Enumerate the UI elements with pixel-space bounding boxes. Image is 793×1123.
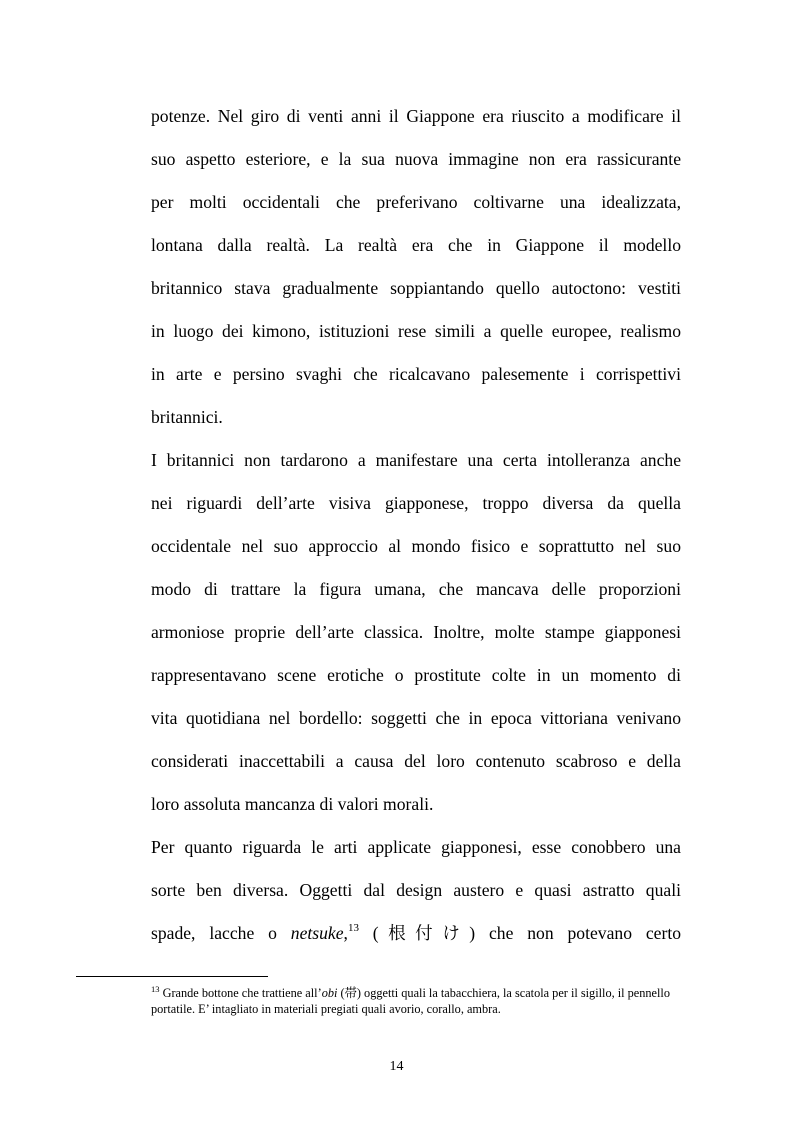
body-line-12: modo di trattare la figura umana, che mancava delle proporzioni	[151, 579, 681, 599]
body-line-9: I britannici non tardarono a manifestare una certa intolleranza anche	[151, 450, 681, 470]
body-line-17: loro assoluta mancanza di valori morali.	[151, 794, 434, 814]
netsuke-comma: ,	[343, 923, 348, 943]
body-line-3: per molti occidentali che preferivano coltivarne una idealizzata,	[151, 192, 681, 212]
footnote-number: 13	[151, 984, 160, 994]
page-number: 14	[389, 1059, 404, 1074]
footnote-text-before: Grande bottone che trattiene all’	[159, 986, 322, 1000]
last-word-4: che	[488, 923, 514, 943]
last-word-1: spade,	[151, 923, 196, 943]
last-word-6: potevano	[567, 923, 632, 943]
body-line-7: in arte e persino svaghi che ricalcavano palesemente i corrispettivi	[151, 364, 681, 384]
body-line-20	[151, 922, 681, 947]
body-line-6: in luogo dei kimono, istituzioni rese simili a quelle europee, realismo	[151, 321, 681, 341]
body-line-16: considerati inaccettabili a causa del loro contenuto scabroso e della	[151, 751, 681, 771]
footnote-line-1	[151, 985, 723, 1002]
body-line-8: britannici.	[151, 407, 223, 427]
obi-term: obi	[321, 986, 338, 1000]
body-line-2: suo aspetto esteriore, e la sua nuova immagine non era rassicurante	[151, 149, 681, 169]
body-line-5: britannico stava gradualmente soppiantando quello autoctono: vestiti	[151, 278, 681, 298]
last-word-7: certo	[645, 923, 682, 943]
body-line-4: lontana dalla realtà. La realtà era che in Giappone il modello	[151, 235, 681, 255]
footnote-reference[interactable]: 13	[347, 922, 359, 934]
obi-kanji: (帯)	[337, 986, 361, 1000]
footnote-separator	[76, 976, 268, 977]
last-word-5: non	[527, 923, 554, 943]
body-line-14: rappresentavano scene erotiche o prostitute colte in un momento di	[151, 665, 681, 685]
last-word-2: lacche	[209, 923, 255, 943]
footnote-text-after: oggetti quali la tabacchiera, la scatola per il sigillo, il pennello	[360, 986, 670, 1000]
body-line-1: potenze. Nel giro di venti anni il Giappone era riuscito a modificare il	[151, 106, 681, 126]
footnote-line-2: portatile. E’ intagliato in materiali pregiati quali avorio, corallo, ambra.	[151, 1002, 501, 1016]
body-line-15: vita quotidiana nel bordello: soggetti che in epoca vittoriana venivano	[151, 708, 681, 728]
body-line-19: sorte ben diversa. Oggetti dal design austero e quasi astratto quali	[151, 880, 681, 900]
netsuke-italic: netsuke	[290, 923, 344, 943]
netsuke-kanji: (根付け)	[372, 923, 476, 943]
body-line-18: Per quanto riguarda le arti applicate giapponesi, esse conobbero una	[151, 837, 681, 857]
body-line-11: occidentale nel suo approccio al mondo fisico e soprattutto nel suo	[151, 536, 681, 556]
body-line-10: nei riguardi dell’arte visiva giapponese, troppo diversa da quella	[151, 493, 681, 513]
last-word-3: o	[268, 923, 277, 943]
netsuke-term	[291, 923, 359, 943]
body-line-13: armoniose proprie dell’arte classica. Inoltre, molte stampe giapponesi	[151, 622, 681, 642]
